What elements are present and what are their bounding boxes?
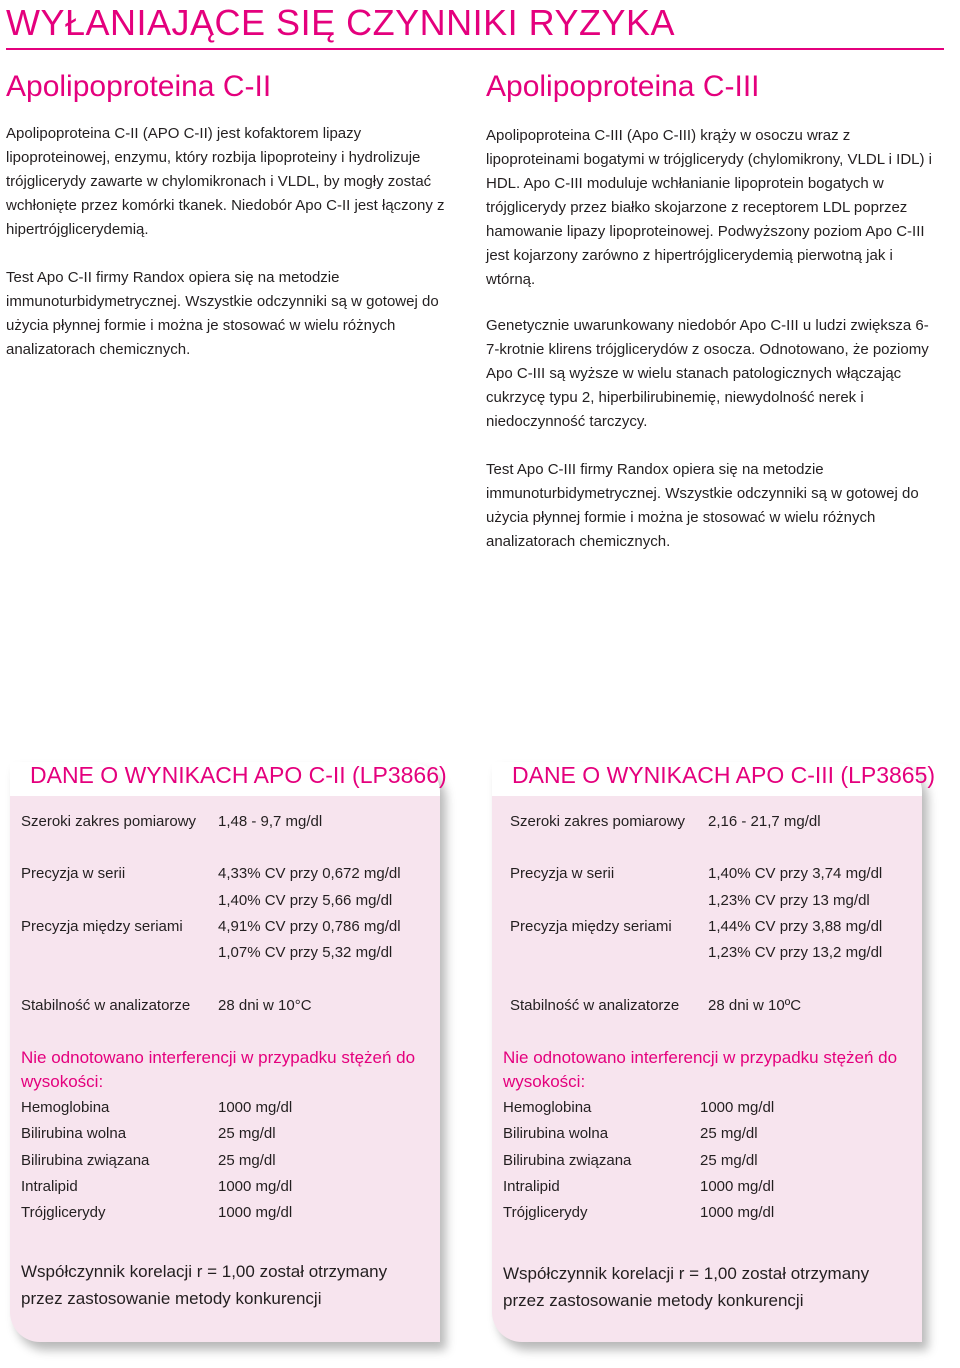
stability-value: 28 dni w 10ºC (708, 997, 802, 1014)
correlation-note: Współczynnik korelacji r = 1,00 został otrzymany przez zastosowanie metody konkurencji (503, 1264, 870, 1310)
within-run-value: 4,33% CV przy 0,672 mg/dl (218, 865, 401, 882)
page-title: WYŁANIAJĄCE SIĘ CZYNNIKI RYZYKA (6, 2, 675, 43)
within-run-label: Precyzja w serii (510, 865, 615, 882)
interference-name: Bilirubina wolna (21, 1125, 127, 1142)
interference-value: 1000 mg/dl (218, 1178, 293, 1195)
interference-name: Trójglicerydy (21, 1204, 106, 1221)
interference-name: Bilirubina wolna (503, 1125, 609, 1142)
between-run-value: 1,23% CV przy 13,2 mg/dl (708, 944, 883, 961)
interference-value: 25 mg/dl (218, 1152, 276, 1169)
within-run-value: 1,40% CV przy 5,66 mg/dl (218, 892, 393, 909)
interference-value: 1000 mg/dl (700, 1099, 775, 1116)
between-run-value: 4,91% CV przy 0,786 mg/dl (218, 918, 401, 935)
apo-c3-intro-paragraph: Apolipoproteina C-III (Apo C-III) krąży w osoczu wraz z lipoproteinami bogatymi w trójglicerydy (chylomikrony, VLDL i IDL) i HDL. Apo C-III moduluje wchłanianie lipoprotein bogatych w trójglicerydy przez białko skojarzone z receptorem LDL poprzez hamowanie lipazy lipoproteinowej. Podwyższony poziom Apo C-III jest kojarzony zarówno z hipertrójglicerydemią pierwotną jak i wtórną. (486, 127, 932, 288)
interference-heading: Nie odnotowano interferencji w przypadku stężeń do wysokości: (21, 1048, 416, 1091)
title-divider (6, 48, 944, 50)
within-run-value: 1,40% CV przy 3,74 mg/dl (708, 865, 883, 882)
between-run-label: Precyzja między seriami (510, 918, 672, 935)
between-run-value: 1,07% CV przy 5,32 mg/dl (218, 944, 393, 961)
apo-c2-intro-paragraph: Apolipoproteina C-II (APO C-II) jest kofaktorem lipazy lipoproteinowej, enzymu, który rozbija lipoproteiny i hydrolizuje trójglicerydy zawarte w chylomikronach i VLDL, by mogły zostać wchłonięte przez komórki tkanek. Niedobór Apo C-II jest łączony z hipertrójglicerydemią. (6, 125, 445, 238)
interference-name: Intralipid (503, 1178, 560, 1195)
interference-value: 1000 mg/dl (700, 1178, 775, 1195)
range-value: 2,16 - 21,7 mg/dl (708, 813, 821, 830)
panel-title: DANE O WYNIKACH APO C-III (LP3865) (512, 762, 936, 788)
apo-c2-test-paragraph: Test Apo C-II firmy Randox opiera się na metodzie immunoturbidymetrycznej. Wszystkie odczynniki są w gotowej do użycia płynnej formie i można je stosować w wielu różnych analizatorach chemicznych. (6, 269, 439, 358)
heading-apo-c3: Apolipoproteina C-III (486, 70, 760, 103)
within-run-value: 1,23% CV przy 13 mg/dl (708, 892, 870, 909)
interference-name: Intralipid (21, 1178, 78, 1195)
correlation-note: Współczynnik korelacji r = 1,00 został otrzymany przez zastosowanie metody konkurencji (21, 1262, 388, 1308)
between-run-value: 1,44% CV przy 3,88 mg/dl (708, 918, 883, 935)
heading-apo-c2: Apolipoproteina C-II (6, 70, 272, 103)
range-label: Szeroki zakres pomiarowy (21, 813, 197, 830)
interference-value: 1000 mg/dl (218, 1204, 293, 1221)
range-value: 1,48 - 9,7 mg/dl (218, 813, 323, 830)
interference-value: 25 mg/dl (700, 1125, 758, 1142)
between-run-label: Precyzja między seriami (21, 918, 183, 935)
within-run-label: Precyzja w serii (21, 865, 126, 882)
results-panel-apo-c2 (10, 762, 447, 1342)
interference-value: 25 mg/dl (700, 1152, 758, 1169)
stability-label: Stabilność w analizatorze (510, 997, 680, 1014)
stability-label: Stabilność w analizatorze (21, 997, 191, 1014)
interference-name: Hemoglobina (503, 1099, 592, 1116)
results-panel-apo-c3 (492, 762, 936, 1342)
panel-title: DANE O WYNIKACH APO C-II (LP3866) (30, 762, 447, 788)
apo-c3-test-paragraph: Test Apo C-III firmy Randox opiera się na metodzie immunoturbidymetrycznej. Wszystkie odczynniki są w gotowej do użycia płynnej formie i można je stosować w wielu różnych analizatorach chemicznych. (486, 461, 919, 550)
interference-name: Bilirubina związana (503, 1152, 632, 1169)
interference-value: 1000 mg/dl (700, 1204, 775, 1221)
range-label: Szeroki zakres pomiarowy (510, 813, 686, 830)
interference-name: Bilirubina związana (21, 1152, 150, 1169)
interference-heading: Nie odnotowano interferencji w przypadku stężeń do wysokości: (503, 1048, 898, 1091)
apo-c3-genetics-paragraph: Genetycznie uwarunkowany niedobór Apo C-III u ludzi zwiększa 6-7-krotnie klirens trójglicerydów z osocza. Odnotowano, że poziomy Apo C-III są wyższe w wielu stanach patologicznych włączając cukrzycę typu 2, hiperbilirubinemię, niewydolność nerek i niedoczynność tarczycy. (486, 317, 929, 430)
interference-value: 25 mg/dl (218, 1125, 276, 1142)
interference-name: Hemoglobina (21, 1099, 110, 1116)
interference-value: 1000 mg/dl (218, 1099, 293, 1116)
interference-name: Trójglicerydy (503, 1204, 588, 1221)
stability-value: 28 dni w 10°C (218, 997, 312, 1014)
